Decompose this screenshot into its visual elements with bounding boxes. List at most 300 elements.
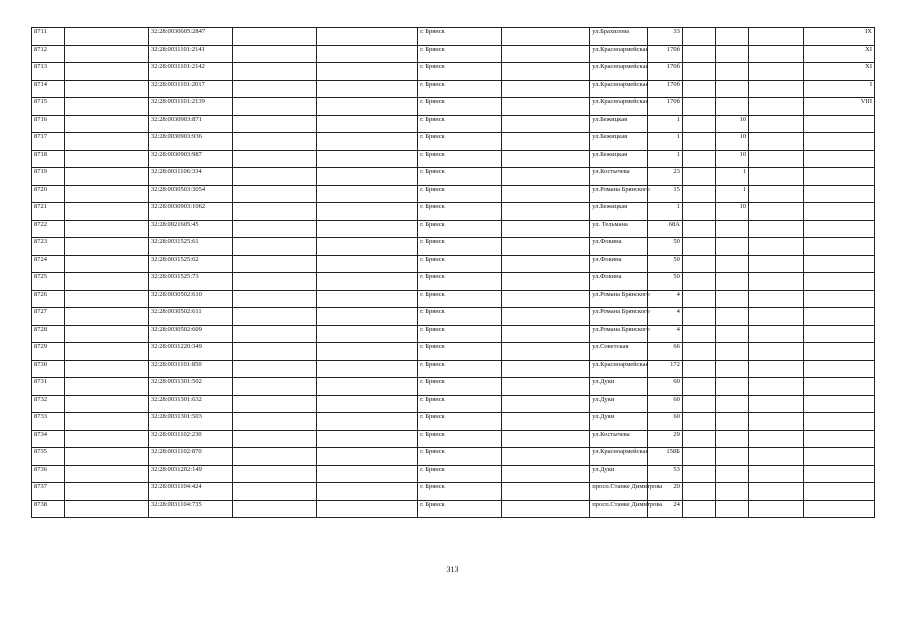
empty-cell — [65, 238, 149, 256]
empty-cell — [682, 308, 715, 326]
row-number: 8713 — [32, 63, 65, 81]
floor-roman — [804, 465, 875, 483]
empty-cell — [232, 168, 316, 186]
apartment-number — [716, 430, 749, 448]
empty-cell — [316, 203, 418, 221]
empty-cell — [682, 483, 715, 501]
empty-cell — [682, 448, 715, 466]
cadastral-number: 32:28:0031101:2017 — [148, 80, 232, 98]
empty-cell — [682, 360, 715, 378]
cadastral-number: 32:28:0031301:502 — [148, 378, 232, 396]
street: ул.Красноармейская — [590, 45, 647, 63]
row-number: 8738 — [32, 500, 65, 518]
house-number: 60 — [647, 413, 682, 431]
row-number: 8727 — [32, 308, 65, 326]
empty-cell — [232, 413, 316, 431]
empty-cell — [232, 360, 316, 378]
city: г. Брянск — [418, 150, 502, 168]
floor-roman — [804, 430, 875, 448]
empty-cell — [232, 343, 316, 361]
empty-cell — [232, 273, 316, 291]
house-number: 1 — [647, 133, 682, 151]
table-row — [32, 28, 875, 46]
cadastral-number: 32:28:0031301:632 — [148, 395, 232, 413]
empty-cell — [65, 133, 149, 151]
empty-cell — [682, 115, 715, 133]
floor-roman — [804, 360, 875, 378]
house-number: 68А — [647, 220, 682, 238]
row-number: 8712 — [32, 45, 65, 63]
floor-roman — [804, 343, 875, 361]
floor-roman — [804, 395, 875, 413]
city: г. Брянск — [418, 500, 502, 518]
empty-cell — [501, 150, 589, 168]
apartment-number — [716, 255, 749, 273]
street: ул.Советская — [590, 343, 647, 361]
empty-cell — [232, 220, 316, 238]
city: г. Брянск — [418, 343, 502, 361]
city: г. Брянск — [418, 465, 502, 483]
street: ул.Бежицкая — [590, 150, 647, 168]
table-row — [32, 98, 875, 116]
city: г. Брянск — [418, 378, 502, 396]
empty-cell — [316, 308, 418, 326]
empty-cell — [749, 80, 804, 98]
empty-cell — [65, 290, 149, 308]
empty-cell — [232, 80, 316, 98]
house-number: 4 — [647, 308, 682, 326]
empty-cell — [65, 273, 149, 291]
page-number: 313 — [446, 565, 459, 574]
row-number: 8718 — [32, 150, 65, 168]
street: просп.Станке Димитрова — [590, 483, 647, 501]
empty-cell — [65, 203, 149, 221]
table-row — [32, 448, 875, 466]
row-number: 8719 — [32, 168, 65, 186]
apartment-number — [716, 325, 749, 343]
house-number: 50 — [647, 238, 682, 256]
table-row — [32, 308, 875, 326]
apartment-number: 10 — [716, 203, 749, 221]
empty-cell — [749, 168, 804, 186]
empty-cell — [749, 273, 804, 291]
house-number: 20 — [647, 483, 682, 501]
floor-roman — [804, 133, 875, 151]
empty-cell — [316, 343, 418, 361]
table-row — [32, 325, 875, 343]
city: г. Брянск — [418, 185, 502, 203]
apartment-number — [716, 343, 749, 361]
city: г. Брянск — [418, 413, 502, 431]
apartment-number: 10 — [716, 150, 749, 168]
city: г. Брянск — [418, 45, 502, 63]
empty-cell — [501, 28, 589, 46]
empty-cell — [232, 308, 316, 326]
empty-cell — [316, 168, 418, 186]
city: г. Брянск — [418, 238, 502, 256]
empty-cell — [501, 238, 589, 256]
apartment-number — [716, 465, 749, 483]
row-number: 8726 — [32, 290, 65, 308]
empty-cell — [232, 483, 316, 501]
empty-cell — [749, 203, 804, 221]
house-number: 29 — [647, 430, 682, 448]
empty-cell — [65, 448, 149, 466]
apartment-number — [716, 98, 749, 116]
empty-cell — [749, 63, 804, 81]
table-row — [32, 150, 875, 168]
table-row — [32, 395, 875, 413]
cadastral-number: 32:28:0031102:870 — [148, 448, 232, 466]
house-number: 170б — [647, 45, 682, 63]
row-number: 8714 — [32, 80, 65, 98]
house-number: 170б — [647, 80, 682, 98]
empty-cell — [749, 360, 804, 378]
empty-cell — [749, 220, 804, 238]
empty-cell — [501, 273, 589, 291]
floor-roman — [804, 413, 875, 431]
street: ул. Тельмана — [590, 220, 647, 238]
cadastral-number: 32:28:0030903:871 — [148, 115, 232, 133]
empty-cell — [65, 28, 149, 46]
empty-cell — [316, 133, 418, 151]
empty-cell — [749, 150, 804, 168]
table-row — [32, 255, 875, 273]
house-number: 15 — [647, 185, 682, 203]
empty-cell — [682, 220, 715, 238]
empty-cell — [232, 150, 316, 168]
empty-cell — [65, 255, 149, 273]
empty-cell — [501, 220, 589, 238]
city: г. Брянск — [418, 115, 502, 133]
empty-cell — [316, 483, 418, 501]
empty-cell — [316, 98, 418, 116]
empty-cell — [501, 360, 589, 378]
empty-cell — [232, 45, 316, 63]
empty-cell — [316, 63, 418, 81]
floor-roman: VIII — [804, 98, 875, 116]
house-number: 1 — [647, 115, 682, 133]
apartment-number — [716, 45, 749, 63]
apartment-number — [716, 378, 749, 396]
empty-cell — [501, 290, 589, 308]
row-number: 8737 — [32, 483, 65, 501]
row-number: 8732 — [32, 395, 65, 413]
cadastral-number: 32:28:0031101:850 — [148, 360, 232, 378]
street: ул.Красноармейская — [590, 63, 647, 81]
cadastral-number: 32:28:0030502:610 — [148, 290, 232, 308]
house-number: 24 — [647, 500, 682, 518]
empty-cell — [316, 255, 418, 273]
empty-cell — [501, 395, 589, 413]
table-row — [32, 63, 875, 81]
empty-cell — [501, 483, 589, 501]
empty-cell — [316, 378, 418, 396]
cadastral-number: 32:28:0031101:2139 — [148, 98, 232, 116]
registry-table — [31, 27, 875, 518]
table-row — [32, 273, 875, 291]
empty-cell — [749, 45, 804, 63]
empty-cell — [316, 360, 418, 378]
empty-cell — [65, 395, 149, 413]
table-row — [32, 133, 875, 151]
row-number: 8715 — [32, 98, 65, 116]
table-row — [32, 238, 875, 256]
house-number: 1 — [647, 150, 682, 168]
cadastral-number: 32:28:0031202:149 — [148, 465, 232, 483]
floor-roman — [804, 220, 875, 238]
row-number: 8730 — [32, 360, 65, 378]
empty-cell — [749, 255, 804, 273]
empty-cell — [682, 238, 715, 256]
row-number: 8721 — [32, 203, 65, 221]
floor-roman — [804, 308, 875, 326]
empty-cell — [682, 325, 715, 343]
floor-roman — [804, 273, 875, 291]
house-number: 4 — [647, 290, 682, 308]
empty-cell — [316, 150, 418, 168]
city: г. Брянск — [418, 325, 502, 343]
apartment-number — [716, 80, 749, 98]
empty-cell — [232, 430, 316, 448]
empty-cell — [749, 185, 804, 203]
empty-cell — [501, 308, 589, 326]
empty-cell — [749, 115, 804, 133]
empty-cell — [316, 80, 418, 98]
row-number: 8722 — [32, 220, 65, 238]
house-number: 50 — [647, 255, 682, 273]
apartment-number — [716, 413, 749, 431]
floor-roman — [804, 378, 875, 396]
empty-cell — [749, 290, 804, 308]
empty-cell — [501, 45, 589, 63]
street: ул.Дуки — [590, 378, 647, 396]
apartment-number — [716, 360, 749, 378]
table-row — [32, 80, 875, 98]
floor-roman: IX — [804, 28, 875, 46]
empty-cell — [501, 115, 589, 133]
empty-cell — [316, 325, 418, 343]
empty-cell — [749, 325, 804, 343]
table-row — [32, 500, 875, 518]
empty-cell — [232, 325, 316, 343]
empty-cell — [65, 168, 149, 186]
cadastral-number: 32:28:0031106:334 — [148, 168, 232, 186]
table-body — [32, 28, 875, 518]
cadastral-number: 32:28:0031525:61 — [148, 238, 232, 256]
cadastral-number: 32:28:0030502:609 — [148, 325, 232, 343]
empty-cell — [65, 360, 149, 378]
row-number: 8729 — [32, 343, 65, 361]
empty-cell — [65, 325, 149, 343]
street: ул.Бежицкая — [590, 115, 647, 133]
empty-cell — [682, 168, 715, 186]
empty-cell — [232, 28, 316, 46]
street: ул.Романа Брянского — [590, 290, 647, 308]
table-row — [32, 360, 875, 378]
cadastral-number: 32:28:0030503:3054 — [148, 185, 232, 203]
empty-cell — [65, 413, 149, 431]
floor-roman — [804, 115, 875, 133]
empty-cell — [316, 220, 418, 238]
empty-cell — [316, 448, 418, 466]
floor-roman — [804, 150, 875, 168]
cadastral-number: 32:28:0030502:611 — [148, 308, 232, 326]
floor-roman — [804, 168, 875, 186]
cadastral-number: 32:28:0030605:2847 — [148, 28, 232, 46]
street: ул.Фокина — [590, 255, 647, 273]
house-number: 172 — [647, 360, 682, 378]
street: ул.Красноармейская — [590, 80, 647, 98]
apartment-number — [716, 290, 749, 308]
empty-cell — [65, 378, 149, 396]
cadastral-number: 32:28:0031104:424 — [148, 483, 232, 501]
empty-cell — [682, 290, 715, 308]
street: ул.Бежицкая — [590, 133, 647, 151]
empty-cell — [316, 430, 418, 448]
row-number: 8736 — [32, 465, 65, 483]
city: г. Брянск — [418, 203, 502, 221]
empty-cell — [501, 168, 589, 186]
empty-cell — [232, 203, 316, 221]
table-row — [32, 203, 875, 221]
empty-cell — [316, 290, 418, 308]
empty-cell — [501, 63, 589, 81]
empty-cell — [682, 28, 715, 46]
street: ул.Романа Брянского — [590, 185, 647, 203]
city: г. Брянск — [418, 80, 502, 98]
house-number: 60 — [647, 395, 682, 413]
cadastral-number: 32:28:0021605:45 — [148, 220, 232, 238]
empty-cell — [682, 185, 715, 203]
empty-cell — [232, 98, 316, 116]
cadastral-number: 32:28:0030903:1062 — [148, 203, 232, 221]
floor-roman: XI — [804, 45, 875, 63]
floor-roman — [804, 500, 875, 518]
row-number: 8734 — [32, 430, 65, 448]
table-row — [32, 168, 875, 186]
empty-cell — [232, 63, 316, 81]
house-number: 53 — [647, 465, 682, 483]
row-number: 8711 — [32, 28, 65, 46]
street: просп.Станке Димитрова — [590, 500, 647, 518]
apartment-number — [716, 238, 749, 256]
apartment-number — [716, 483, 749, 501]
empty-cell — [316, 465, 418, 483]
city: г. Брянск — [418, 308, 502, 326]
empty-cell — [501, 185, 589, 203]
table-row — [32, 413, 875, 431]
table-row — [32, 378, 875, 396]
house-number: 60 — [647, 378, 682, 396]
cadastral-number: 32:28:0031101:2141 — [148, 45, 232, 63]
street: ул.Романа Брянского — [590, 308, 647, 326]
empty-cell — [316, 185, 418, 203]
street: ул.Фокина — [590, 238, 647, 256]
city: г. Брянск — [418, 483, 502, 501]
empty-cell — [749, 430, 804, 448]
city: г. Брянск — [418, 430, 502, 448]
empty-cell — [65, 483, 149, 501]
table-row — [32, 45, 875, 63]
cadastral-number: 32:28:0031101:2142 — [148, 63, 232, 81]
empty-cell — [501, 98, 589, 116]
table-row — [32, 115, 875, 133]
floor-roman — [804, 185, 875, 203]
empty-cell — [501, 413, 589, 431]
apartment-number: 10 — [716, 115, 749, 133]
empty-cell — [232, 185, 316, 203]
empty-cell — [501, 465, 589, 483]
empty-cell — [749, 133, 804, 151]
apartment-number — [716, 63, 749, 81]
street: ул.Дуки — [590, 465, 647, 483]
empty-cell — [65, 220, 149, 238]
street: ул.Дуки — [590, 413, 647, 431]
empty-cell — [501, 500, 589, 518]
empty-cell — [501, 203, 589, 221]
cadastral-number: 32:28:0031220:349 — [148, 343, 232, 361]
empty-cell — [232, 465, 316, 483]
street: ул.Романа Брянского — [590, 325, 647, 343]
cadastral-number: 32:28:0031104:735 — [148, 500, 232, 518]
table-row — [32, 185, 875, 203]
empty-cell — [682, 150, 715, 168]
city: г. Брянск — [418, 273, 502, 291]
empty-cell — [749, 413, 804, 431]
empty-cell — [682, 500, 715, 518]
empty-cell — [316, 413, 418, 431]
apartment-number: 10 — [716, 133, 749, 151]
street: ул.Красноармейская — [590, 448, 647, 466]
table-row — [32, 483, 875, 501]
empty-cell — [65, 308, 149, 326]
empty-cell — [232, 290, 316, 308]
empty-cell — [682, 133, 715, 151]
empty-cell — [65, 500, 149, 518]
cadastral-number: 32:28:0031525:62 — [148, 255, 232, 273]
empty-cell — [316, 28, 418, 46]
apartment-number — [716, 448, 749, 466]
city: г. Брянск — [418, 63, 502, 81]
table-row — [32, 290, 875, 308]
empty-cell — [682, 413, 715, 431]
apartment-number — [716, 273, 749, 291]
city: г. Брянск — [418, 395, 502, 413]
floor-roman — [804, 203, 875, 221]
table-row — [32, 220, 875, 238]
row-number: 8731 — [32, 378, 65, 396]
row-number: 8728 — [32, 325, 65, 343]
apartment-number — [716, 220, 749, 238]
empty-cell — [682, 98, 715, 116]
floor-roman: XI — [804, 63, 875, 81]
empty-cell — [682, 465, 715, 483]
floor-roman — [804, 325, 875, 343]
empty-cell — [682, 80, 715, 98]
empty-cell — [749, 343, 804, 361]
city: г. Брянск — [418, 290, 502, 308]
house-number: 66 — [647, 343, 682, 361]
city: г. Брянск — [418, 220, 502, 238]
row-number: 8716 — [32, 115, 65, 133]
empty-cell — [232, 395, 316, 413]
row-number: 8735 — [32, 448, 65, 466]
empty-cell — [65, 63, 149, 81]
floor-roman — [804, 238, 875, 256]
street: ул.Брахилова — [590, 28, 647, 46]
empty-cell — [749, 448, 804, 466]
